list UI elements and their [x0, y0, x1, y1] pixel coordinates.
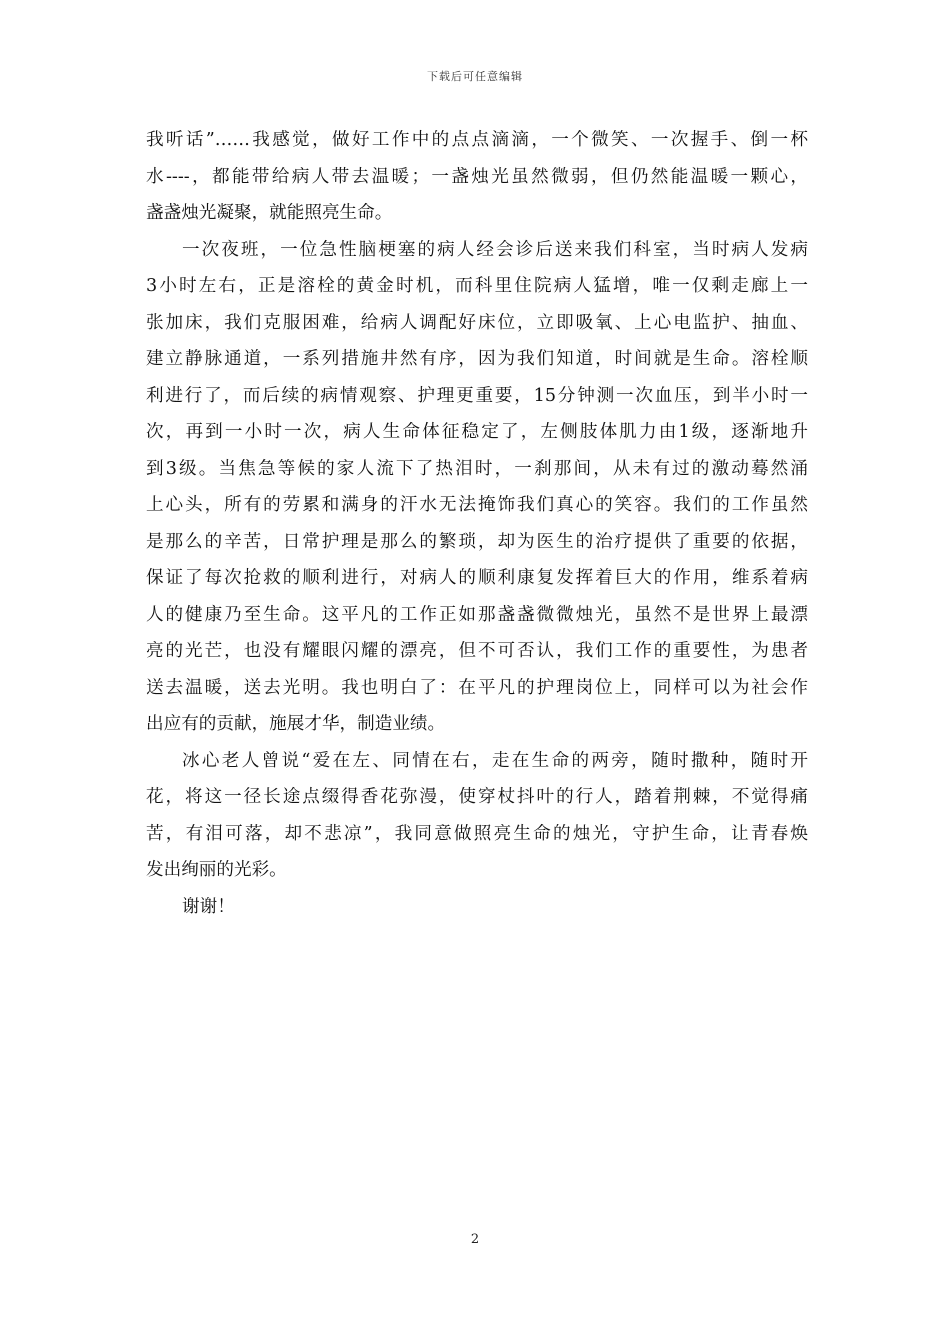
text-line: 亮的光芒，也没有耀眼闪耀的漂亮，但不可否认，我们工作的重要性，为患者: [146, 641, 808, 661]
text-line: 次，再到一小时一次，病人生命体征稳定了，左侧肢体肌力由1级，逐渐地升: [146, 422, 808, 442]
paragraph: [146, 122, 808, 232]
text-line: 花，将这一径长途点缀得香花弥漫，使穿杖抖叶的行人，踏着荆棘，不觉得痛: [146, 787, 808, 807]
text-line: 保证了每次抢救的顺利进行，对病人的顺利康复发挥着巨大的作用，维系着病: [146, 568, 808, 588]
text-line: 人的健康乃至生命。这平凡的工作正如那盏盏微微烛光，虽然不是世界上最漂: [146, 604, 808, 625]
text-line: 送去温暖，送去光明。我也明白了：在平凡的护理岗位上，同样可以为社会作: [146, 677, 808, 698]
text-line: 水----，都能带给病人带去温暖；一盏烛光虽然微弱，但仍然能温暖一颗心，: [146, 166, 808, 187]
text-line: 我听话”……我感觉，做好工作中的点点滴滴，一个微笑、一次握手、倒一杯: [146, 130, 808, 150]
text-line: 发出绚丽的光彩。: [146, 860, 287, 880]
text-line: 是那么的辛苦，日常护理是那么的繁琐，却为医生的治疗提供了重要的依据，: [146, 531, 808, 552]
paragraph: [146, 743, 808, 889]
text-line: 上心头，所有的劳累和满身的汗水无法掩饰我们真心的笑容。我们的工作虽然: [146, 495, 808, 515]
text-line: 谢谢！: [182, 896, 235, 917]
page-header: 下载后可任意编辑: [427, 70, 523, 83]
text-line: 建立静脉通道，一系列措施井然有序，因为我们知道，时间就是生命。溶栓顺: [146, 349, 808, 369]
text-line: 盏盏烛光凝聚，就能照亮生命。: [146, 203, 393, 223]
paragraph: [146, 889, 808, 926]
text-line: 利进行了，而后续的病情观察、护理更重要，15分钟测一次血压，到半小时一: [146, 385, 808, 406]
page-number: 2: [470, 1232, 480, 1247]
text-line: 冰心老人曾说“爱在左、同情在右，走在生命的两旁，随时撒种，随时开: [182, 750, 808, 771]
text-line: 3小时左右，正是溶栓的黄金时机，而科里住院病人猛增，唯一仅剩走廊上一: [146, 276, 808, 296]
text-line: 一次夜班，一位急性脑梗塞的病人经会诊后送来我们科室，当时病人发病: [182, 239, 808, 260]
text-line: 苦，有泪可落，却不悲凉”，我同意做照亮生命的烛光，守护生命，让青春焕: [146, 823, 808, 844]
text-line: 出应有的贡献，施展才华，制造业绩。: [146, 714, 446, 734]
text-line: 张加床，我们克服困难，给病人调配好床位，立即吸氧、上心电监护、抽血、: [146, 312, 808, 333]
text-line: 到3级。当焦急等候的家人流下了热泪时，一刹那间，从未有过的激动蓦然涌: [146, 458, 808, 479]
paragraph: [146, 232, 808, 743]
document-body: [146, 122, 808, 925]
